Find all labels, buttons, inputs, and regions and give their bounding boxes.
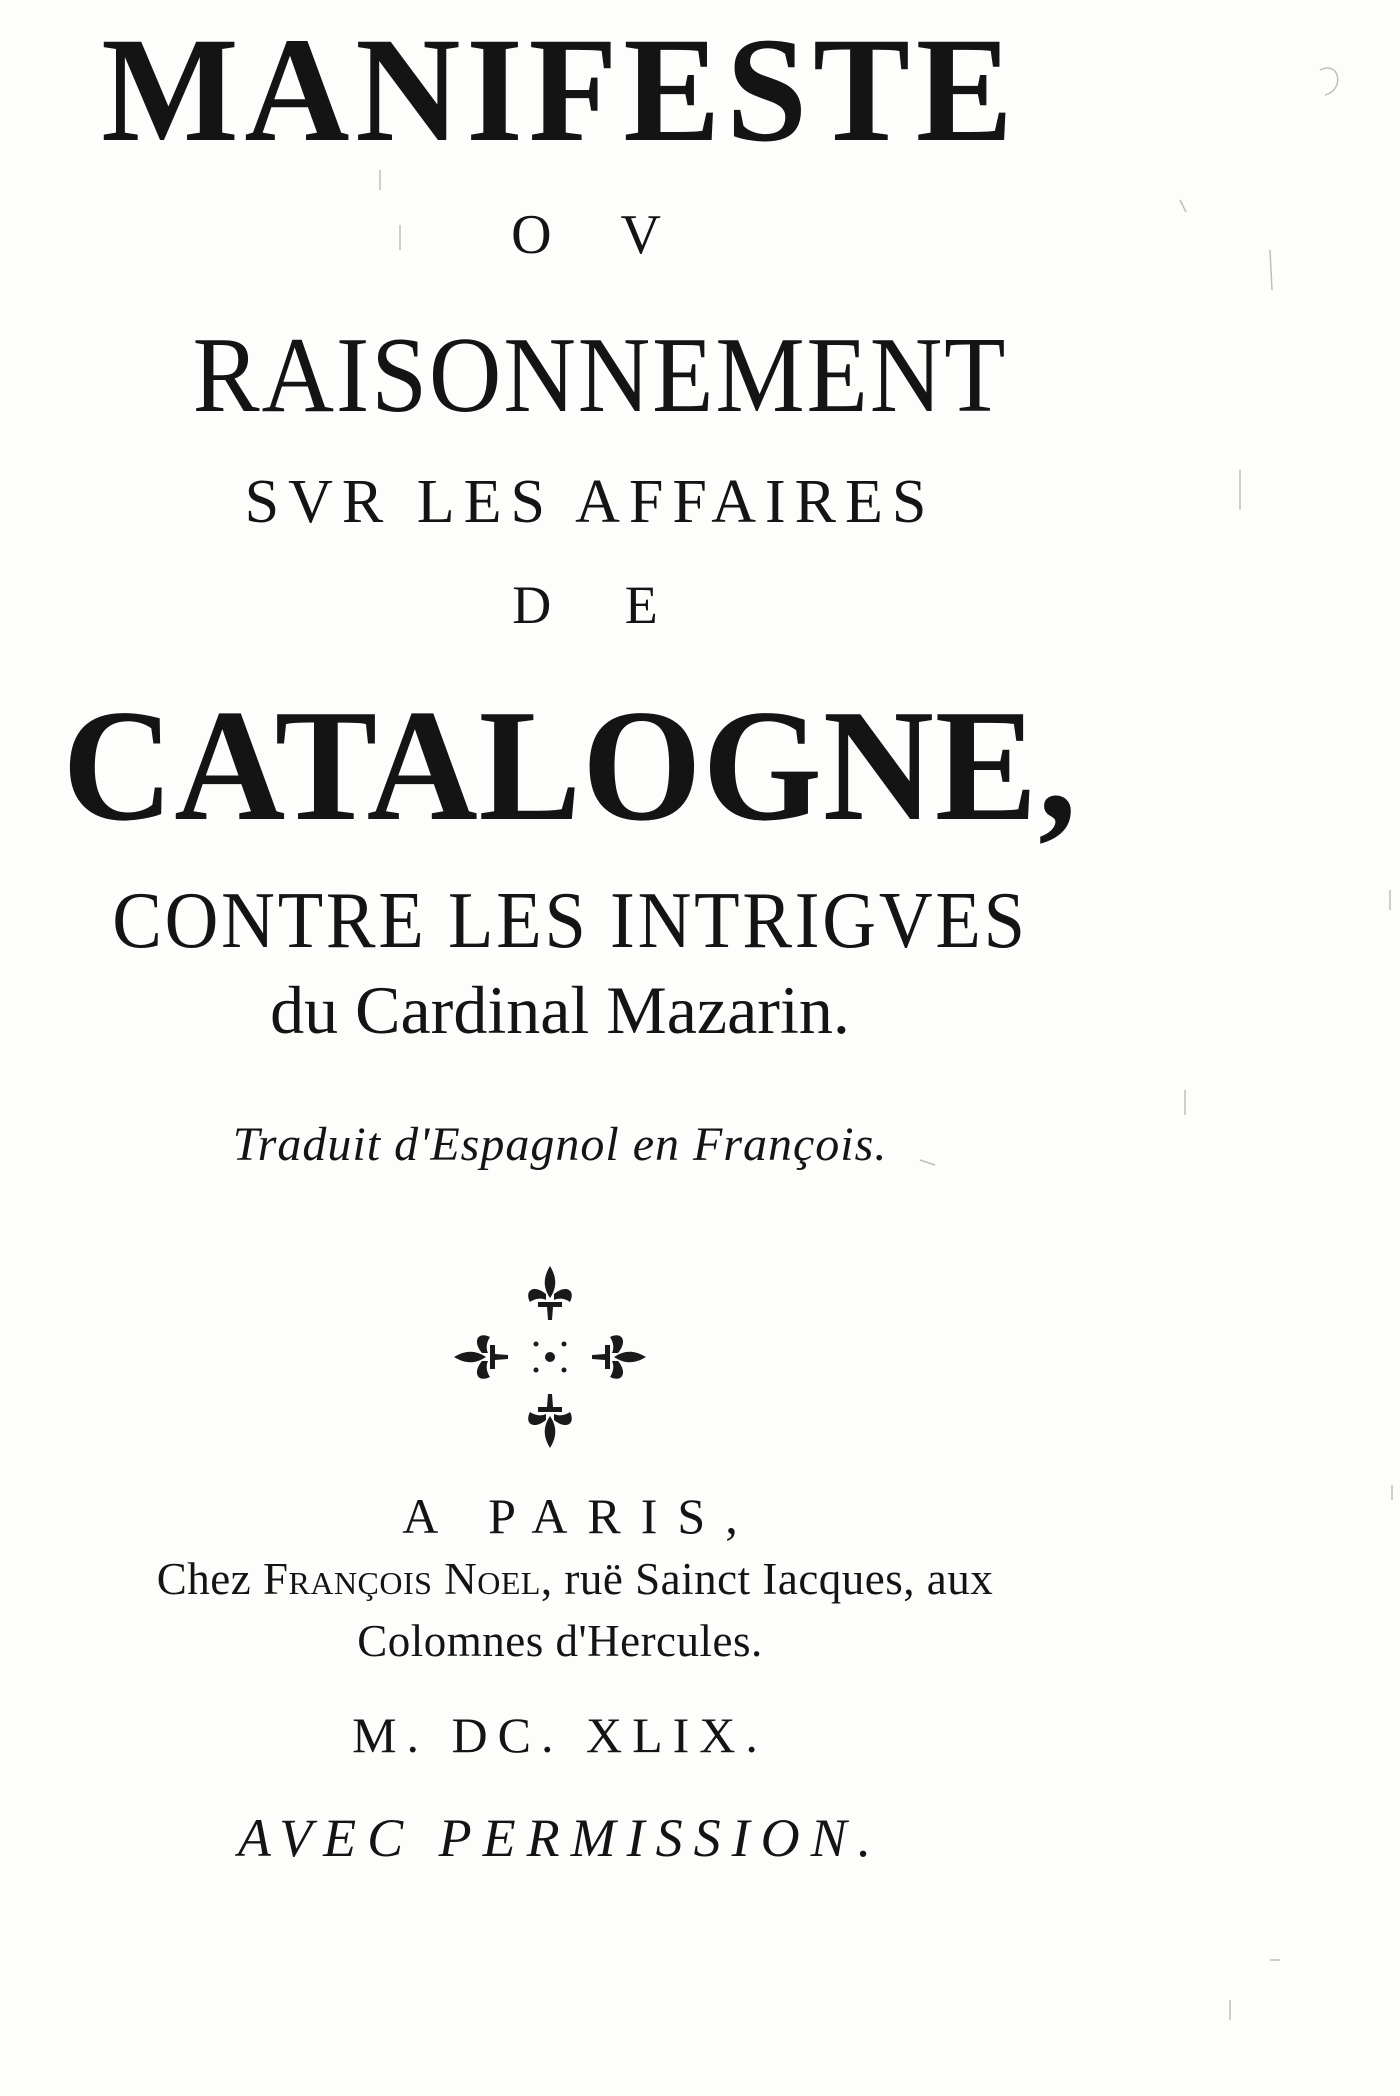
imprint-city: A PARIS, [402, 1488, 758, 1544]
title-raisonnement: RAISONNEMENT [192, 316, 1008, 435]
fleur-de-lis-ornament-icon [450, 1262, 650, 1452]
imprint-address-line2: Colomnes d'Hercules. [357, 1616, 763, 1666]
imprint-publisher-name: François Noel, [262, 1554, 553, 1604]
title-contre-les-intrigues: CONTRE LES INTRIGVES [112, 877, 1028, 965]
title-catalogne: CATALOGNE, [62, 676, 1078, 854]
title-de: D E [512, 575, 688, 635]
imprint-publisher-suffix: ruë Sainct Iacques, aux [564, 1554, 994, 1604]
imprint-publisher-line [0, 1550, 1150, 1608]
title-manifeste: MANIFESTE [101, 7, 1019, 173]
imprint-publisher-prefix: Chez [156, 1554, 252, 1604]
translation-note: Traduit d'Espagnol en François. [232, 1118, 888, 1171]
title-cardinal-mazarin: du Cardinal Mazarin. [270, 972, 850, 1048]
imprint-permission: AVEC PERMISSION. [237, 1808, 883, 1868]
title-sur-les-affaires: SVR LES AFFAIRES [244, 468, 936, 536]
imprint-date: M. DC. XLIX. [352, 1707, 768, 1763]
title-ou: O V [511, 204, 689, 266]
